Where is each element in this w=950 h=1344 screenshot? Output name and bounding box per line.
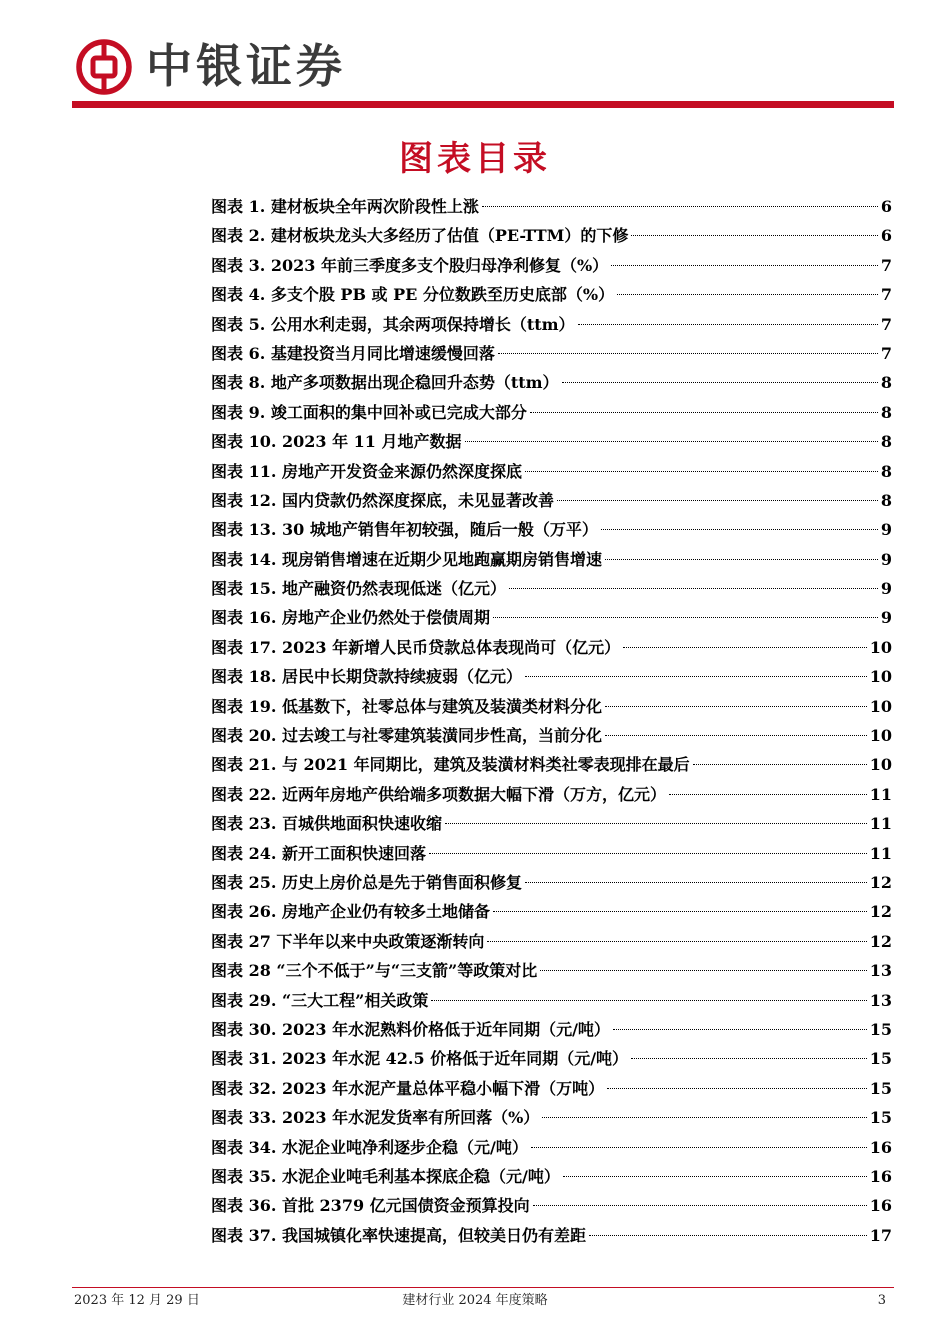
toc-entry-label: 图表 23. 百城供地面积快速收缩 xyxy=(211,814,442,834)
toc-entry[interactable] xyxy=(211,839,892,868)
toc-entry[interactable] xyxy=(211,339,892,368)
footer-divider xyxy=(72,1287,894,1288)
toc-entry[interactable] xyxy=(211,1221,892,1250)
toc-entry[interactable] xyxy=(211,280,892,309)
toc-dot-leader xyxy=(498,353,878,354)
toc-dot-leader xyxy=(605,735,867,736)
toc-entry[interactable] xyxy=(211,603,892,632)
toc-entry-label: 图表 24. 新开工面积快速回落 xyxy=(211,843,426,863)
toc-entry-page: 13 xyxy=(869,990,892,1010)
toc-entry[interactable] xyxy=(211,192,892,221)
toc-entry-label: 图表 33. 2023 年水泥发货率有所回落（%） xyxy=(211,1108,540,1128)
toc-entry-page: 13 xyxy=(869,961,892,981)
toc-entry-page: 7 xyxy=(880,255,892,275)
toc-entry-page: 7 xyxy=(880,314,892,334)
toc-entry[interactable] xyxy=(211,545,892,574)
toc-entry-label: 图表 26. 房地产企业仍有较多土地储备 xyxy=(211,902,490,922)
toc-entry-label: 图表 31. 2023 年水泥 42.5 价格低于近年同期（元/吨） xyxy=(211,1049,629,1069)
toc-entry-label: 图表 34. 水泥企业吨净利逐步企稳（元/吨） xyxy=(211,1137,528,1157)
toc-entry-page: 10 xyxy=(869,726,892,746)
toc-entry-label: 图表 22. 近两年房地产供给端多项数据大幅下滑（万方，亿元） xyxy=(211,784,666,804)
toc-dot-leader xyxy=(509,588,878,589)
toc-entry-page: 9 xyxy=(880,608,892,628)
toc-entry-page: 10 xyxy=(869,637,892,657)
toc-dot-leader xyxy=(445,823,867,824)
toc-entry-label: 图表 21. 与 2021 年同期比，建筑及装潢材料类社零表现排在最后 xyxy=(211,755,690,775)
toc-entry-label: 图表 36. 首批 2379 亿元国债资金预算投向 xyxy=(211,1196,530,1216)
toc-entry[interactable] xyxy=(211,368,892,397)
toc-entry-label: 图表 19. 低基数下，社零总体与建筑及装潢类材料分化 xyxy=(211,696,602,716)
toc-entry-page: 8 xyxy=(880,432,892,452)
toc-entry-label: 图表 27 下半年以来中央政策逐渐转向 xyxy=(211,931,485,951)
toc-entry[interactable] xyxy=(211,897,892,926)
toc-dot-leader xyxy=(533,1205,867,1206)
toc-dot-leader xyxy=(607,1088,867,1089)
toc-entry-page: 10 xyxy=(869,696,892,716)
toc-entry-page: 8 xyxy=(880,373,892,393)
toc-entry[interactable] xyxy=(211,809,892,838)
toc-entry-label: 图表 25. 历史上房价总是先于销售面积修复 xyxy=(211,872,522,892)
toc-entry-page: 15 xyxy=(869,1108,892,1128)
toc-entry-page: 15 xyxy=(869,1078,892,1098)
toc-entry-label: 图表 20. 过去竣工与社零建筑装潢同步性高，当前分化 xyxy=(211,726,602,746)
toc-entry-page: 16 xyxy=(869,1166,892,1186)
toc-dot-leader xyxy=(493,911,867,912)
toc-dot-leader xyxy=(605,559,878,560)
toc-dot-leader xyxy=(669,794,867,795)
toc-entry-label: 图表 37. 我国城镇化率快速提高，但较美日仍有差距 xyxy=(211,1225,586,1245)
toc-entry-label: 图表 14. 现房销售增速在近期少见地跑赢期房销售增速 xyxy=(211,549,602,569)
toc-entry-label: 图表 15. 地产融资仍然表现低迷（亿元） xyxy=(211,579,506,599)
toc-entry[interactable] xyxy=(211,427,892,456)
toc-entry-page: 11 xyxy=(869,814,892,834)
toc-entry-page: 8 xyxy=(880,490,892,510)
footer-report-title: 建材行业 2024 年度策略 xyxy=(402,1293,548,1308)
toc-entry-page: 10 xyxy=(869,667,892,687)
toc-entry-page: 15 xyxy=(869,1019,892,1039)
toc-dot-leader xyxy=(525,882,867,883)
toc-dot-leader xyxy=(482,206,878,207)
toc-dot-leader xyxy=(631,235,878,236)
toc-dot-leader xyxy=(631,1058,867,1059)
toc-entry[interactable] xyxy=(211,780,892,809)
toc-entry-page: 8 xyxy=(880,461,892,481)
toc-entry[interactable] xyxy=(211,1103,892,1132)
toc-dot-leader xyxy=(431,1000,866,1001)
toc-entry[interactable] xyxy=(211,986,892,1015)
toc-dot-leader xyxy=(525,471,878,472)
toc-dot-leader xyxy=(530,412,878,413)
toc-entry-label: 图表 4. 多支个股 PB 或 PE 分位数跌至历史底部（%） xyxy=(211,285,615,305)
toc-dot-leader xyxy=(557,500,878,501)
toc-entry[interactable] xyxy=(211,662,892,691)
figure-toc-list xyxy=(211,192,892,1250)
toc-dot-leader xyxy=(542,1117,866,1118)
footer-page-number: 3 xyxy=(877,1293,886,1308)
toc-dot-leader xyxy=(563,1176,867,1177)
toc-dot-leader xyxy=(429,853,867,854)
toc-entry-label: 图表 16. 房地产企业仍然处于偿债周期 xyxy=(211,608,490,628)
toc-entry[interactable] xyxy=(211,457,892,486)
toc-dot-leader xyxy=(487,941,866,942)
toc-entry-label: 图表 18. 居民中长期贷款持续疲弱（亿元） xyxy=(211,667,522,687)
toc-entry-page: 7 xyxy=(880,285,892,305)
toc-entry-page: 10 xyxy=(869,755,892,775)
toc-entry-page: 6 xyxy=(880,197,892,216)
toc-entry-page: 16 xyxy=(869,1196,892,1216)
toc-entry-label: 图表 5. 公用水利走弱，其余两项保持增长（ttm） xyxy=(211,314,575,334)
toc-entry[interactable] xyxy=(211,1133,892,1162)
toc-entry-label: 图表 11. 房地产开发资金来源仍然深度探底 xyxy=(211,461,522,481)
toc-entry-label: 图表 13. 30 城地产销售年初较强，随后一般（万平） xyxy=(211,520,598,540)
brand-name: 中银证券 xyxy=(146,39,346,93)
toc-dot-leader xyxy=(465,441,878,442)
toc-entry-label: 图表 10. 2023 年 11 月地产数据 xyxy=(211,432,462,452)
toc-entry-label: 图表 12. 国内贷款仍然深度探底，未见显著改善 xyxy=(211,490,554,510)
toc-entry[interactable] xyxy=(211,1044,892,1073)
toc-entry[interactable] xyxy=(211,1162,892,1191)
toc-entry-label: 图表 6. 基建投资当月同比增速缓慢回落 xyxy=(211,343,495,363)
toc-entry-label: 图表 3. 2023 年前三季度多支个股归母净利修复（%） xyxy=(211,255,609,275)
toc-entry-label: 图表 35. 水泥企业吨毛利基本探底企稳（元/吨） xyxy=(211,1166,560,1186)
bank-of-china-logo-icon xyxy=(76,39,132,95)
toc-entry[interactable] xyxy=(211,398,892,427)
toc-entry-page: 6 xyxy=(880,226,892,246)
toc-entry-page: 7 xyxy=(880,343,892,363)
toc-entry[interactable] xyxy=(211,251,892,280)
toc-dot-leader xyxy=(531,1147,867,1148)
toc-entry-label: 图表 2. 建材板块龙头大多经历了估值（PE-TTM）的下修 xyxy=(211,226,629,246)
toc-dot-leader xyxy=(601,529,878,530)
toc-dot-leader xyxy=(617,294,878,295)
toc-entry[interactable] xyxy=(211,721,892,750)
toc-entry-page: 8 xyxy=(880,402,892,422)
toc-entry-page: 12 xyxy=(869,872,892,892)
toc-dot-leader xyxy=(611,265,878,266)
toc-entry-page: 9 xyxy=(880,549,892,569)
toc-dot-leader xyxy=(562,382,878,383)
page-header xyxy=(0,0,950,112)
toc-entry[interactable] xyxy=(211,1191,892,1220)
footer-date: 2023 年 12 月 29 日 xyxy=(74,1293,200,1308)
toc-dot-leader xyxy=(525,676,867,677)
toc-entry-label: 图表 30. 2023 年水泥熟料价格低于近年同期（元/吨） xyxy=(211,1019,610,1039)
toc-entry-page: 12 xyxy=(869,931,892,951)
toc-dot-leader xyxy=(605,706,867,707)
toc-dot-leader xyxy=(623,647,867,648)
toc-entry[interactable] xyxy=(211,750,892,779)
toc-entry[interactable] xyxy=(211,692,892,721)
toc-dot-leader xyxy=(578,324,878,325)
toc-entry-label: 图表 17. 2023 年新增人民币贷款总体表现尚可（亿元） xyxy=(211,637,621,657)
toc-entry[interactable] xyxy=(211,868,892,897)
toc-entry[interactable] xyxy=(211,515,892,544)
toc-entry[interactable] xyxy=(211,927,892,956)
toc-entry[interactable] xyxy=(211,956,892,985)
toc-dot-leader xyxy=(540,970,867,971)
toc-entry-page: 11 xyxy=(869,784,892,804)
toc-entry[interactable] xyxy=(211,633,892,662)
toc-entry[interactable] xyxy=(211,574,892,603)
header-divider xyxy=(72,101,894,108)
toc-entry[interactable] xyxy=(211,221,892,250)
toc-entry-page: 16 xyxy=(869,1137,892,1157)
toc-entry[interactable] xyxy=(211,1015,892,1044)
toc-entry-label: 图表 8. 地产多项数据出现企稳回升态势（ttm） xyxy=(211,373,559,393)
toc-entry-page: 15 xyxy=(869,1049,892,1069)
toc-entry[interactable] xyxy=(211,1074,892,1103)
toc-entry[interactable] xyxy=(211,310,892,339)
toc-entry-label: 图表 9. 竣工面积的集中回补或已完成大部分 xyxy=(211,402,527,422)
toc-entry[interactable] xyxy=(211,486,892,515)
toc-entry-page: 9 xyxy=(880,520,892,540)
toc-entry-label: 图表 32. 2023 年水泥产量总体平稳小幅下滑（万吨） xyxy=(211,1078,605,1098)
toc-entry-page: 17 xyxy=(869,1225,892,1245)
toc-entry-label: 图表 1. 建材板块全年两次阶段性上涨 xyxy=(211,197,479,216)
toc-title: 图表目录 xyxy=(399,139,551,179)
toc-entry-label: 图表 28 “三个不低于”与“三支箭”等政策对比 xyxy=(211,961,538,981)
toc-entry-page: 11 xyxy=(869,843,892,863)
toc-entry-page: 9 xyxy=(880,579,892,599)
toc-dot-leader xyxy=(589,1235,867,1236)
toc-entry-page: 12 xyxy=(869,902,892,922)
toc-dot-leader xyxy=(693,764,867,765)
toc-entry-label: 图表 29. “三大工程”相关政策 xyxy=(211,990,429,1010)
toc-dot-leader xyxy=(613,1029,867,1030)
toc-dot-leader xyxy=(493,617,878,618)
